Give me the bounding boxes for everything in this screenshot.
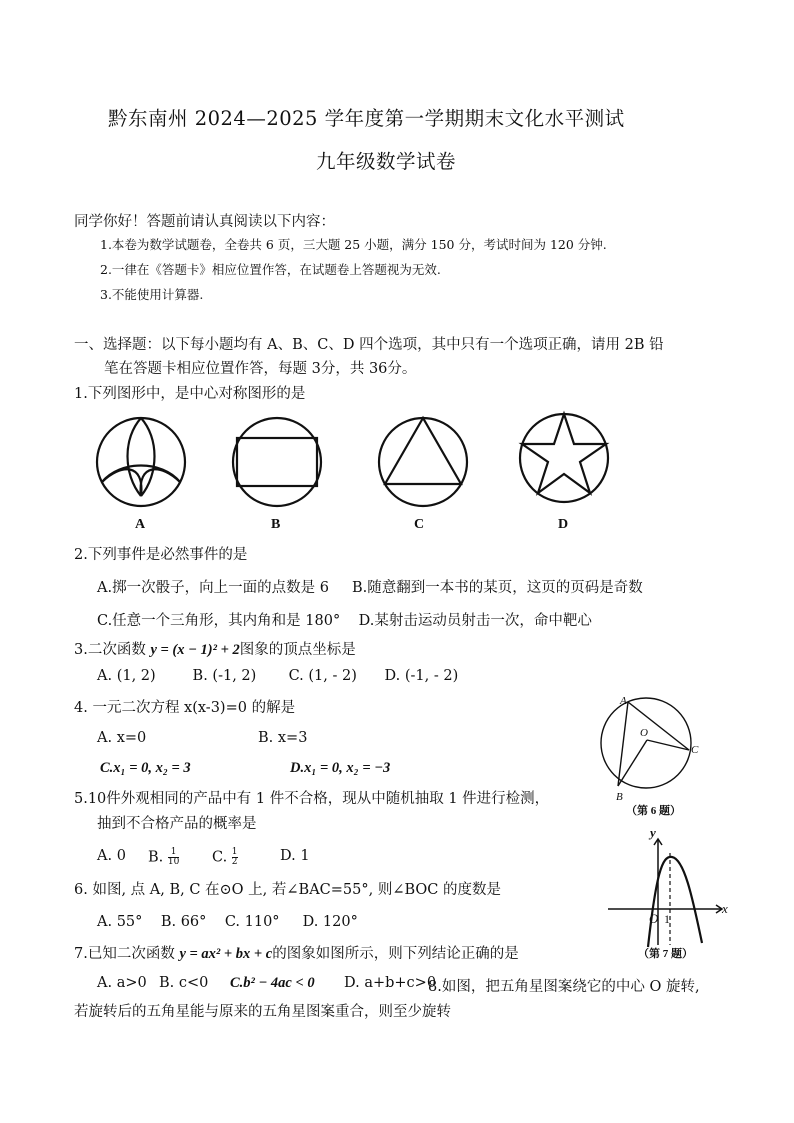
q1-figure-a xyxy=(97,418,185,506)
q6-point-c: C xyxy=(691,744,699,756)
q5-option-d: D. 1 xyxy=(280,848,310,864)
q5-option-b-numerator: 1 xyxy=(168,848,179,858)
q6-caption: （第 6 题） xyxy=(626,805,681,817)
section-heading-line2: 笔在答题卡相应位置作答，每题 3分，共 36分。 xyxy=(104,361,417,377)
q7-formula: y = ax² + bx + c xyxy=(179,946,273,962)
q2-options-line1: A.掷一次骰子，向上一面的点数是 6 B.随意翻到一本书的某页，这页的页码是奇数 xyxy=(97,580,643,596)
q4-option-a: A. x=0 xyxy=(97,730,147,746)
q1-figure-b xyxy=(233,418,321,506)
q1-label-c: C xyxy=(414,517,425,532)
q6-point-o: O xyxy=(640,727,648,739)
q6-stem: 6. 如图, 点 A, B, C 在⊙O 上, 若∠BAC=55°, 则∠BOC 的度数是 xyxy=(74,882,502,898)
q4-option-d: D.x₁ = 0, x₂ = −3 xyxy=(290,760,391,776)
q1-stem: 1.下列图形中，是中心对称图形的是 xyxy=(74,386,306,402)
q7-stem-prefix: 7.已知二次函数 xyxy=(74,946,180,962)
q7-stem xyxy=(74,942,519,963)
notice-item-2: 2.一律在《答题卡》相应位置作答，在试题卷上答题视为无效. xyxy=(100,262,441,277)
q3-stem-prefix: 3.二次函数 xyxy=(74,642,151,658)
q1-label-b: B xyxy=(271,517,281,532)
q4-option-c: C.x₁ = 0, x₂ = 3 xyxy=(100,760,191,776)
q1-label-d: D xyxy=(558,517,569,532)
q7-origin: O xyxy=(649,911,659,926)
q7-axis-x: x xyxy=(722,901,728,916)
q7-stem-suffix: 的图象如图所示，则下列结论正确的是 xyxy=(272,946,519,962)
q5-option-a: A. 0 xyxy=(97,848,126,864)
q6-figure xyxy=(596,690,706,820)
q5-option-b-prefix: B. xyxy=(148,849,168,866)
q7-option-b: B. c<0 xyxy=(159,975,209,991)
notice-item-1: 1.本卷为数学试题卷，全卷共 6 页，三大题 25 小题，满分 150 分，考试时间为 120 分钟. xyxy=(100,237,607,252)
q2-stem: 2.下列事件是必然事件的是 xyxy=(74,547,248,563)
q6-point-b: B xyxy=(616,791,623,803)
q7-caption: （第 7 题） xyxy=(638,948,693,960)
q3-stem xyxy=(74,638,356,659)
q1-label-a: A xyxy=(135,517,146,532)
q3-options: A. (1, 2) B. (-1, 2) C. (1, - 2) D. (-1, - 2) xyxy=(97,668,459,684)
q7-axis-y: y xyxy=(650,825,656,840)
exam-subtitle: 九年级数学试卷 xyxy=(316,150,457,173)
q6-options: A. 55° B. 66° C. 110° D. 120° xyxy=(97,914,358,930)
q3-formula: y = (x − 1)² + 2 xyxy=(150,642,240,658)
exam-title: 黔东南州 2024—2025 学年度第一学期期末文化水平测试 xyxy=(108,107,625,130)
q7-option-a: A. a>0 xyxy=(97,975,147,991)
section-heading-line1: 一、选择题：以下每小题均有 A、B、C、D 四个选项，其中只有一个选项正确，请用 2B 铅 xyxy=(74,337,664,353)
q5-option-c-prefix: C. xyxy=(212,849,232,866)
q3-stem-suffix: 图象的顶点坐标是 xyxy=(239,642,356,658)
q6-point-a: A xyxy=(620,695,627,707)
q2-options-line2: C.任意一个三角形，其内角和是 180° D.某射击运动员射击一次，命中靶心 xyxy=(97,613,592,629)
q5-option-b xyxy=(148,848,179,867)
q8-stem-part1: 8.如图，把五角星图案绕它的中心 O 旋转, xyxy=(428,979,700,995)
q8-stem-part2: 若旋转后的五角星能与原来的五角星图案重合，则至少旋转 xyxy=(74,1004,451,1020)
q7-tick-1: 1 xyxy=(664,912,670,926)
notice-item-3: 3.不能使用计算器. xyxy=(100,287,204,302)
q5-stem-line2: 抽到不合格产品的概率是 xyxy=(97,816,257,832)
notice-intro: 同学你好！答题前请认真阅读以下内容： xyxy=(74,214,335,230)
q4-option-b: B. x=3 xyxy=(258,730,308,746)
q5-option-c-denominator: 2 xyxy=(231,857,238,867)
q5-option-c xyxy=(212,848,238,867)
q4-stem: 4. 一元二次方程 x(x-3)=0 的解是 xyxy=(74,700,296,716)
q7-option-d: D. a+b+c>0 xyxy=(344,975,437,991)
q7-figure xyxy=(604,825,744,965)
q1-figure-d xyxy=(520,414,608,502)
q7-option-c: C.b² − 4ac < 0 xyxy=(230,975,315,991)
q1-figures xyxy=(90,400,650,540)
q1-figure-c xyxy=(379,418,467,506)
q5-stem-line1: 5.10件外观相同的产品中有 1 件不合格，现从中随机抽取 1 件进行检测， xyxy=(74,791,550,807)
q5-option-b-denominator: 10 xyxy=(167,857,180,867)
q5-option-c-numerator: 1 xyxy=(231,847,238,857)
